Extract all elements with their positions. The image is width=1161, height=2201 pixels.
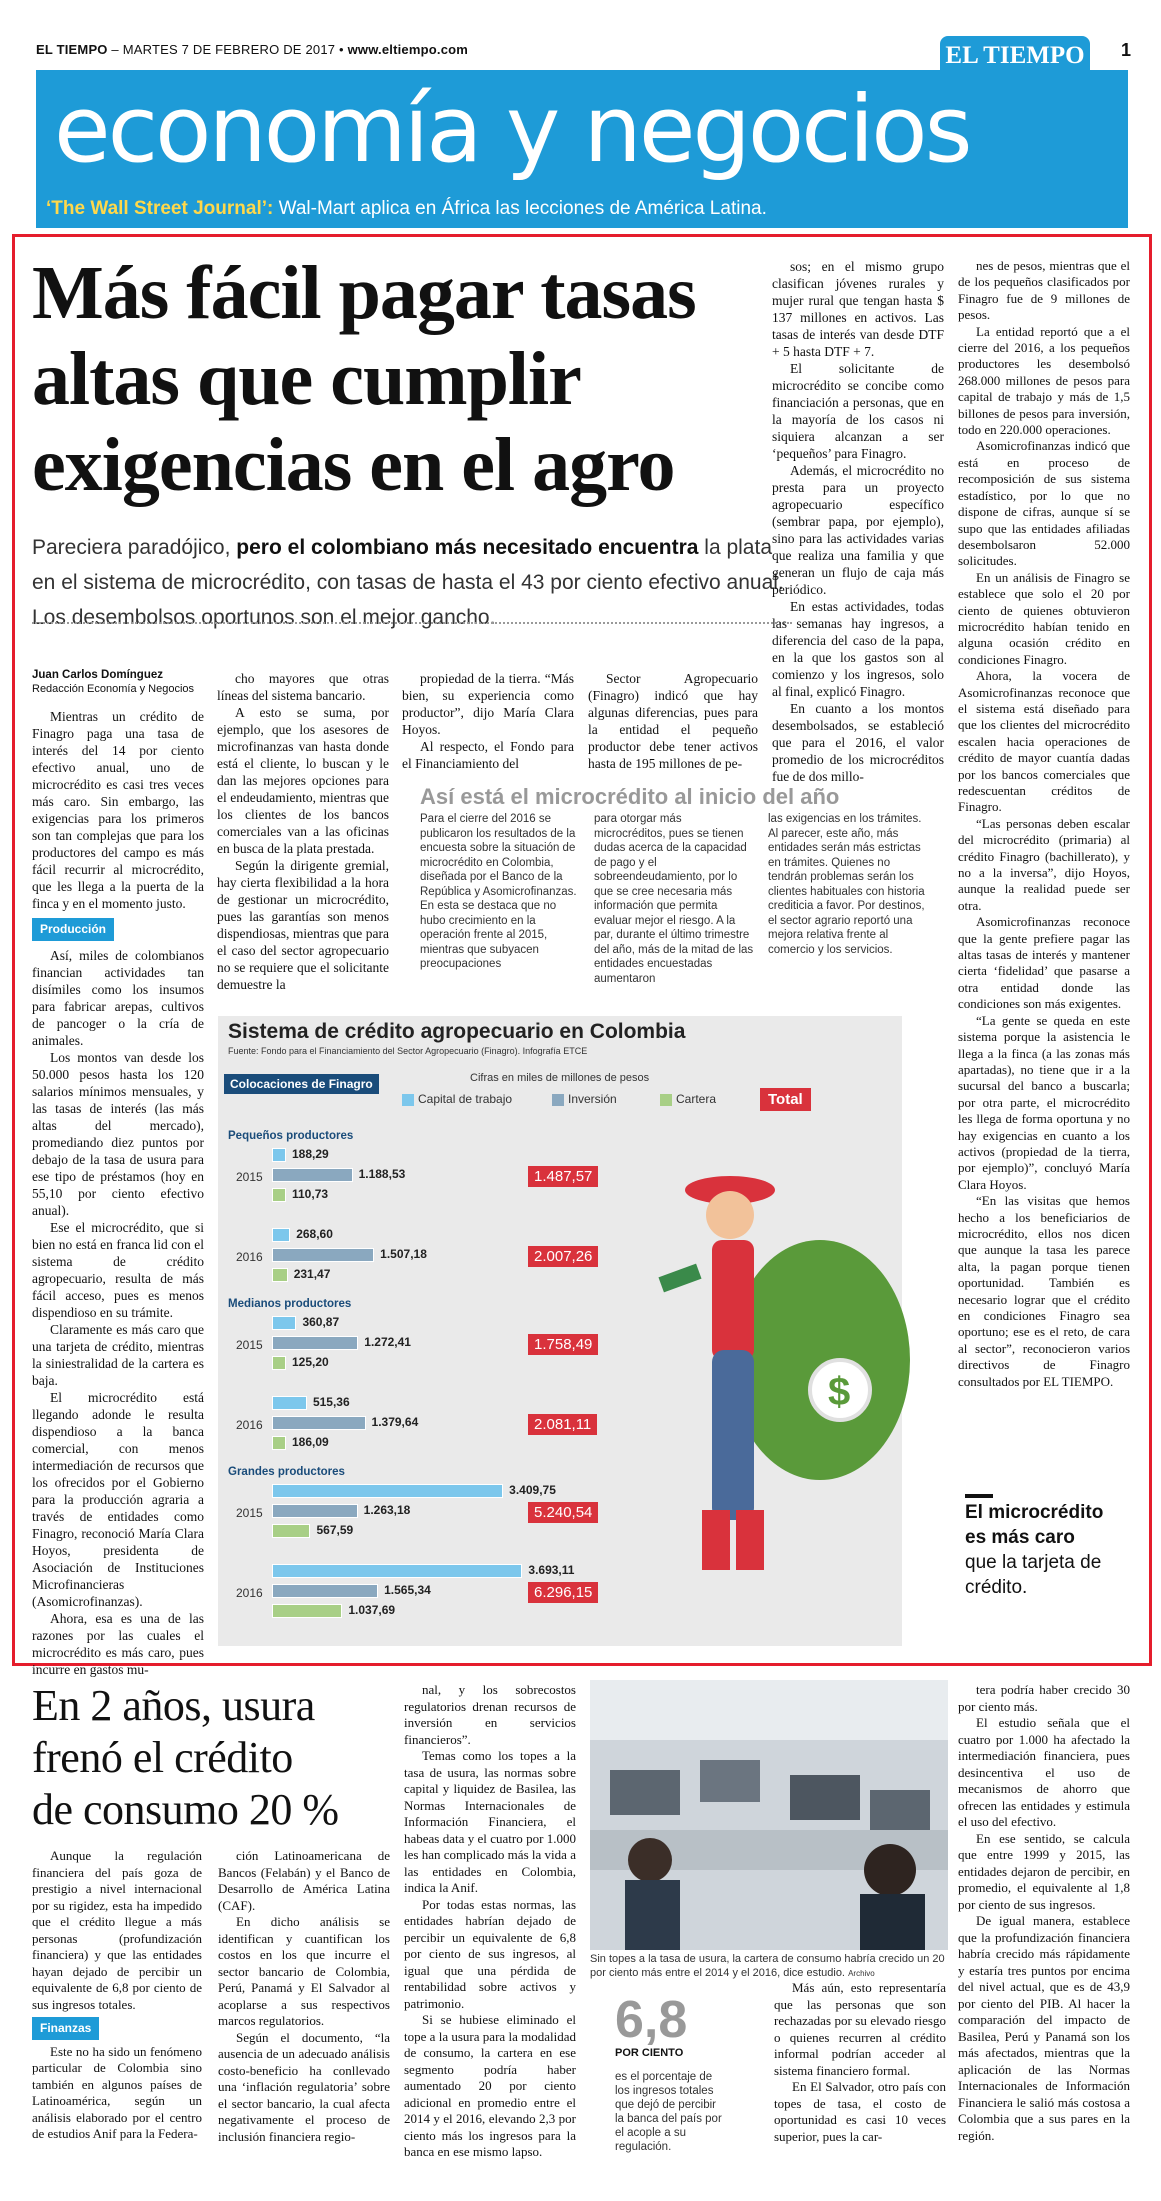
year-label: 2016 (236, 1418, 263, 1432)
paragraph: “La gente se queda en este sistema porque la asistencia le llega a la finca (a las zonas más apartadas), no tiene que ir a la sucursal del banco a buscarla; por otra parte, el microcrédito les llega de forma oportuna y no hay exigencias en cuanto a los activos (propiedad de la tierra, por ejemplo)”, concluyó María Clara Hoyos. (958, 1012, 1130, 1192)
bar-capital (272, 1228, 290, 1242)
year-label: 2016 (236, 1250, 263, 1264)
teaser-label: ‘The Wall Street Journal’: (46, 198, 274, 219)
bar-value-label: 3.409,75 (509, 1483, 556, 1497)
pull-quote (965, 1500, 1135, 1600)
paragraph: Por todas estas normas, las entidades habrían dejado de percibir un equivalente de 6,8 por ciento de sus ingresos, al igual que una pérdida de rentabilidad sobre activos y patrimonio. (404, 1896, 576, 2011)
year-label: 2016 (236, 1586, 263, 1600)
paragraph: Asomicrofinanzas indicó que está en proceso de recomposición de sus sistema estadístico, por lo que no dispone de cifras, aunque sí se supo que las entidades afiliadas desembolsaron 52.000 solicitudes. (958, 438, 1130, 569)
year-label: 2015 (236, 1506, 263, 1520)
paragraph: ción Latinoamericana de Bancos (Felabán) y el Banco de Desarrollo de América Latina (CAF). (218, 1848, 390, 1913)
stat-text: es el porcentaje de los ingresos totales que dejó de percibir la banca del país por el acople a su regulación. (615, 2071, 722, 2153)
total-value-label: 1.758,49 (528, 1334, 598, 1355)
bar-inversion (272, 1416, 366, 1430)
second-column-5 (958, 1682, 1130, 2144)
article-column-1 (32, 668, 204, 1678)
bar-inversion (272, 1504, 358, 1518)
second-column-4 (774, 1980, 946, 2145)
bar-cartera (272, 1604, 342, 1618)
paragraph: El estudio señala que el cuatro por 1.000 ha afectado la intermediación financiera, pues desincentiva el uso de mecanismos de ahorro que ofrecen las entidades y estimula el uso del efectivo. (958, 1715, 1130, 1829)
bar-value-label: 1.507,18 (380, 1247, 427, 1261)
bar-capital (272, 1316, 296, 1330)
paragraph: Claramente es más caro que una tarjeta de crédito, mientras la siniestralidad de la cartera es baja. (32, 1322, 204, 1388)
total-value-label: 6.296,15 (528, 1582, 598, 1603)
total-value-label: 2.081,11 (528, 1414, 597, 1435)
bar-value-label: 567,59 (316, 1523, 354, 1537)
money-sack-icon (730, 1240, 910, 1480)
paragraph: El microcrédito está llegando adonde le resulta dispendioso a la banca comercial, con menos intermediación de recursos que los ofrecidos por el Gobierno para la producción agraria a través de entidades como Finagro, reconoció María Clara Hoyos, presidenta de Asociación de Instituciones Microfinancieras (Asomicrofinanzas). (32, 1390, 204, 1609)
paragraph: Más aún, esto representaría que las personas que son rechazadas por su elevado riesgo o quienes recurren al crédito informal podrían acceder al sistema financiero formal. (774, 1980, 946, 2078)
box-column: para otorgar más microcréditos, pues se tienen dudas acerca de la capacidad de pago y el sobreendeudamiento, por lo que se cree necesaria más información que permita evaluar mejor el riesgo. A la par, durante el último trimestre del año, más de la mitad de las entidades encuestadas aumentaron (594, 813, 754, 985)
svg-text:$: $ (828, 1370, 851, 1414)
chart-source: Fuente: Fondo para el Financiamiento del Sector Agropecuario (Finagro). Infografía ETCE (228, 1046, 588, 1056)
office-workers-image (590, 1680, 948, 1950)
paragraph: A esto se suma, por ejemplo, que los asesores de microfinanzas van hasta donde está el cliente, lo buscan y le dan las mejores opciones para el endeudamiento, mientras que los clientes de los bancos comerciales van a las oficinas en busca de la plata prestada. (217, 705, 389, 856)
lead-text: Pareciera paradójico, (32, 536, 231, 559)
author-desk: Redacción Economía y Negocios (32, 683, 195, 695)
logo: EL TIEMPO (940, 36, 1090, 76)
paragraph: Sector Agropecuario (Finagro) indicó que hay algunas diferencias, pues para la entidad el pequeño productor debe tener activos hasta de 195 millones de pe- (588, 671, 758, 771)
bar-value-label: 110,73 (292, 1187, 329, 1201)
headline-line: exigencias en el agro (32, 423, 675, 507)
office-photo (590, 1680, 948, 1950)
legend-item: Capital de trabajo (402, 1092, 512, 1106)
lead-bold: pero el colombiano más necesitado encuentra (236, 536, 699, 559)
year-label: 2015 (236, 1338, 263, 1352)
author-name: Juan Carlos Domínguez (32, 669, 163, 681)
paragraph: Aunque la regulación financiera del país goza de prestigio a nivel internacional por su rigidez, esta ha impedido que el crédito llegue a más personas (profundización financiera) y que las entidades hayan dejado de percibir un equivalente de 6,8 por ciento de sus ingresos totales. (32, 1848, 202, 2012)
legend-total: Total (760, 1088, 811, 1111)
box-column: Para el cierre del 2016 se publicaron los resultados de la encuesta sobre la situación de microcrédito en Colombia, diseñada por el Banco de la República y Asomicrofinanzas. En esta se destaca que no hubo crecimiento en la operación frente al 2015, mientras que subyacen preocupaciones (420, 813, 577, 970)
box-column: las exigencias en los trámites. Al parecer, este año, más entidades serán más estrictas en trámites. Quienes no tendrán problemas serán los clientes habituales con historia crediticia a favor. Por destinos, el sector agrario reportó una mejora relativa frente al comercio y los servicios. (768, 813, 925, 956)
bar-value-label: 186,09 (292, 1435, 329, 1449)
paragraph: Asomicrofinanzas reconoce que la gente prefiere pagar las altas tasas de interés y mantener cierta ‘fidelidad’ que pasarse a otra entidad donde las condiciones son más exigentes. (958, 914, 1130, 1012)
bar-value-label: 188,29 (292, 1147, 329, 1161)
paragraph: tera podría haber crecido 30 por ciento más. (958, 1682, 1130, 1714)
paragraph: Así, miles de colombianos financian actividades tan disímiles como los insumos para fabricar arepas, cultivos de pancoger o la cría de animales. (32, 948, 204, 1048)
stat-number: 6,8 (615, 1991, 688, 2049)
bar-cartera (272, 1356, 286, 1370)
paragraph: Según el documento, “la ausencia de un adecuado análisis costo-beneficio ha conllevado una ‘inflación regulatoria’ sobre el sector bancario, la cual afecta negativamente el proceso de inclusión financiera regio- (218, 2029, 390, 2144)
main-headline (32, 250, 792, 508)
article-column-4 (588, 670, 758, 772)
bar-value-label: 1.565,34 (384, 1583, 431, 1597)
chart-subtitle: Colocaciones de Finagro (224, 1074, 379, 1094)
paragraph: Según la dirigente gremial, hay cierta flexibilidad a la hora de gestionar un microcrédito, pues las garantías son menos dispendiosas, mientras que para el caso del sector agropecuario no se requiere que el solicitante demuestre la (217, 858, 389, 992)
chart-units: Cifras en miles de millones de pesos (470, 1072, 650, 1084)
second-headline (32, 1680, 392, 1836)
photo-caption (590, 1952, 950, 1981)
bar-capital (272, 1396, 307, 1410)
article-column-5 (772, 258, 944, 785)
caption-text: Sin topes a la tasa de usura, la cartera de consumo habría crecido un 20 por ciento más entre el 2014 y el 2016, dice estudio. (590, 1953, 945, 1979)
paper-name: EL TIEMPO (36, 42, 108, 57)
teaser-text: Wal-Mart aplica en África las lecciones de América Latina. (278, 198, 767, 219)
paragraph: En dicho análisis se identifican y cuantifican los costos en los que incurre el sector bancario de Colombia, Perú, Panamá y El Salvador al acoplarse a sus respectivos marcos regulatorios. (218, 1914, 390, 2028)
lead-text: la plata en el sistema de microcrédito, con tasas de hasta el 43 por ciento efectivo anual. Los desembolsos oportunos son el mejor gancho. (32, 536, 784, 629)
article-column-6 (958, 258, 1130, 1390)
paragraph: propiedad de la tierra. “Más bien, su experiencia como productor”, dijo María Clara Hoyos. (402, 671, 574, 737)
paragraph: De igual manera, establece que la profundización financiera habría crecido más rápidamente y estaría tres puntos por encima del nivel actual, que es de 43,9 por ciento del PIB. Al hacer la comparación del impacto de Basilea, Perú y Panamá son los más afectados, mientras que la aplicación de las Normas Internacionales de Información Financiera le salió más costosa a Colombia que a sus pares en la región. (958, 1913, 1130, 2143)
bar-value-label: 268,60 (296, 1227, 333, 1241)
bar-inversion (272, 1248, 374, 1262)
chart-title: Sistema de crédito agropecuario en Colombia (228, 1020, 686, 1043)
second-column-2 (218, 1848, 390, 2145)
paragraph: La entidad reportó que a el cierre del 2016, a los pequeños productores les desembolsó 268.000 millones de pesos para capital de trabajo y más de 1,5 billones de pesos para inversión, todo en 220.000 operaciones. (958, 323, 1130, 438)
paragraph: “Las personas deben escalar del microcrédito (primaria) al crédito Finagro (bachillerato), y no a la inversa”, dijo Hoyos, aunque la realidad puede ser otra. (958, 815, 1130, 913)
group-label: Grandes productores (228, 1466, 345, 1478)
bar-value-label: 1.037,69 (348, 1603, 396, 1617)
bar-value-label: 1.188,53 (358, 1167, 406, 1181)
total-value-label: 2.007,26 (528, 1246, 598, 1267)
page-header-line: EL TIEMPO – MARTES 7 DE FEBRERO DE 2017 • www.eltiempo.com (36, 42, 469, 57)
legend-item: Inversión (552, 1092, 617, 1106)
article-column-3 (402, 670, 574, 772)
bar-capital (272, 1148, 286, 1162)
group-label: Medianos productores (228, 1298, 352, 1310)
second-column-3 (404, 1682, 576, 2161)
paragraph: Mientras un crédito de Finagro paga una tasa de interés del 14 por ciento efectivo anual, uno de microcrédito es casi tres veces más caro. Sin embargo, las exigencias para los primeros son tan complejas que para los productores del campo es más fácil recurrir al microcrédito, que les llega a la puerta de la finca y en el momento justo. (32, 709, 204, 911)
bar-value-label: 3.693,11 (528, 1563, 575, 1577)
section-tag: Producción (32, 918, 114, 941)
quote-bold: es más caro (965, 1527, 1075, 1548)
section-tag: Finanzas (32, 2017, 99, 2040)
paragraph: cho mayores que otras líneas del sistema bancario. (217, 671, 389, 703)
group-label: Pequeños productores (228, 1130, 354, 1142)
paragraph: En cuanto a los montos desembolsados, se estableció que para el 2016, el valor promedio de los microcréditos fue de dos millo- (772, 701, 944, 784)
teaser-bar[interactable] (36, 190, 1128, 228)
bar-cartera (272, 1268, 288, 1282)
lead-divider (32, 622, 792, 624)
paragraph: Ahora, esa es una de las razones por las cuales el microcrédito es más caro, pues incurre en gastos mu- (32, 1611, 204, 1677)
article-column-2 (217, 670, 389, 993)
issue-date: MARTES 7 DE FEBRERO DE 2017 (122, 42, 336, 57)
paragraph: nes de pesos, mientras que el de los pequeños clasificados por Finagro fue de 9 millones de pesos. (958, 258, 1130, 323)
photo-credit: Archivo (848, 1969, 875, 1978)
paragraph: Este no ha sido un fenómeno particular de Colombia sino también en algunos países de Latinoamérica, según un análisis elaborado por el centro de estudios Anif para la Federa- (32, 2043, 202, 2141)
website-link[interactable]: www.eltiempo.com (347, 42, 469, 57)
bar-cartera (272, 1436, 286, 1450)
page-number: 1 (1120, 40, 1131, 60)
paragraph: Ahora, la vocera de Asomicrofinanzas reconoce que el sistema está diseñado para que los clientes del microcrédito escalen hacia operaciones de crédito de mayor cuantía dadas por los bancos comerciales que redescuentan créditos de Finagro. (958, 668, 1130, 815)
bar-value-label: 360,87 (302, 1315, 340, 1329)
total-value-label: 5.240,54 (528, 1502, 598, 1523)
section-title: economía y negocios (54, 76, 970, 183)
bar-inversion (272, 1584, 378, 1598)
byline (32, 668, 204, 696)
box-title: Así está el microcrédito al inicio del año (420, 784, 840, 809)
bar-inversion (272, 1168, 353, 1182)
bar-inversion (272, 1336, 358, 1350)
farmer-illustration (620, 1160, 910, 1640)
bar-value-label: 1.379,64 (371, 1415, 419, 1429)
headline-line: Más fácil pagar tasas (32, 251, 696, 335)
paragraph: Al respecto, el Fondo para el Financiamiento del (402, 739, 574, 771)
paragraph: nal, y los sobrecostos regulatorios drenan recursos de inversión en servicios financieros”. (404, 1682, 576, 1747)
bar-value-label: 125,20 (292, 1355, 329, 1369)
bar-value-label: 515,36 (312, 1395, 350, 1409)
paragraph: En El Salvador, otro país con topes de tasa, el costo de oportunidad es casi 10 veces superior, pues la car- (774, 2079, 946, 2144)
headline-line: En 2 años, usura (32, 1681, 315, 1730)
paragraph: En un análisis de Finagro se establece que solo el 20 por ciento de quienes obtuvieron microcrédito habían tenido en alguna ocasión crédito en condiciones Finagro. (958, 569, 1130, 667)
second-column-1 (32, 1848, 202, 2143)
lead-paragraph (32, 530, 792, 635)
bar-value-label: 1.263,18 (363, 1503, 411, 1517)
paragraph: Además, el microcrédito no presta para un proyecto agropecuario específico (sembrar papa, por ejemplo), sino para las actividades varias que realiza una familia y que generan un flujo de caja más periódico. (772, 463, 944, 597)
total-value-label: 1.487,57 (528, 1166, 598, 1187)
quote-rule (965, 1494, 993, 1498)
headline-line: de consumo 20 % (32, 1785, 339, 1834)
stat-unit: POR CIENTO (615, 2047, 684, 2059)
bar-value-label: 231,47 (293, 1267, 331, 1281)
paragraph: En ese sentido, se calcula que entre 1999 y 2015, las entidades dejaron de percibir, en promedio, el equivalente al 1,8 por ciento de sus ingresos. (958, 1830, 1130, 1912)
quote-text: que la tarjeta de crédito. (965, 1552, 1102, 1598)
paragraph: El solicitante de microcrédito se concibe como financiación a personas, que en la mayoría de los casos ni siquiera alcanzan a ser ‘pequeños’ para Finagro. (772, 361, 944, 461)
paragraph: sos; en el mismo grupo clasifican jóvenes rurales y mujer rural que tengan hasta $ 137 millones en activos. Las tasas de interés van desde DTF + 5 hasta DTF + 7. (772, 259, 944, 359)
paragraph: “En las visitas que hemos hecho a los beneficiarios de microcrédito, ellos nos dicen que aunque la tasa les parece alta, la pagan porque tienen oportunidad. También es necesario lograr que el crédito en condiciones Finagro sea oportuno; ese es el reto, de cara al sector”, reconocieron varios directivos de Finagro consultados por EL TIEMPO. (958, 1193, 1130, 1389)
quote-bold: El microcrédito (965, 1502, 1104, 1523)
bar-cartera (272, 1188, 286, 1202)
paragraph: Si se hubiese eliminado el tope a la usura para la modalidad de consumo, la cartera en ese segmento podría haber aumentado 20 por ciento adicional en promedio entre el 2014 y el 2016, elevando 2,3 por ciento más los ingresos para la banca en ese mismo lapso. (404, 2012, 576, 2159)
bar-cartera (272, 1524, 310, 1538)
paragraph: Temas como los topes a la tasa de usura, las normas sobre capital y liquidez de Basilea, las Normas Internacionales de Información Financiera, el habeas data y el cuatro por 1.000 les han complicado más la vida a las entidades en Colombia, indica la Anif. (404, 1748, 576, 1895)
bar-capital (272, 1564, 522, 1578)
headline-line: frenó el crédito (32, 1733, 293, 1782)
bar-value-label: 1.272,41 (364, 1335, 411, 1349)
paragraph: Los montos van desde los 50.000 pesos hasta los 120 salarios mínimos mensuales, y las tasas de interés (las más altas del mercado), promediando diez puntos por debajo de la tasa de usura para ese tipo de préstamos (hoy en 55,10 por ciento efectivo anual). (32, 1050, 204, 1218)
legend-item: Cartera (660, 1092, 716, 1106)
year-label: 2015 (236, 1170, 263, 1184)
bar-capital (272, 1484, 503, 1498)
paragraph: En estas actividades, todas las semanas hay ingresos, a diferencia del caso de la papa, en la que los gastos son al comienzo y los ingresos, solo al final, explicó Finagro. (772, 599, 944, 699)
headline-line: altas que cumplir (32, 337, 581, 421)
paragraph: Ese el microcrédito, que si bien no está en franca lid con el sistema de crédito agropecuario, resulta de más fácil acceso, pues es menos dispendioso en su trámite. (32, 1220, 204, 1320)
